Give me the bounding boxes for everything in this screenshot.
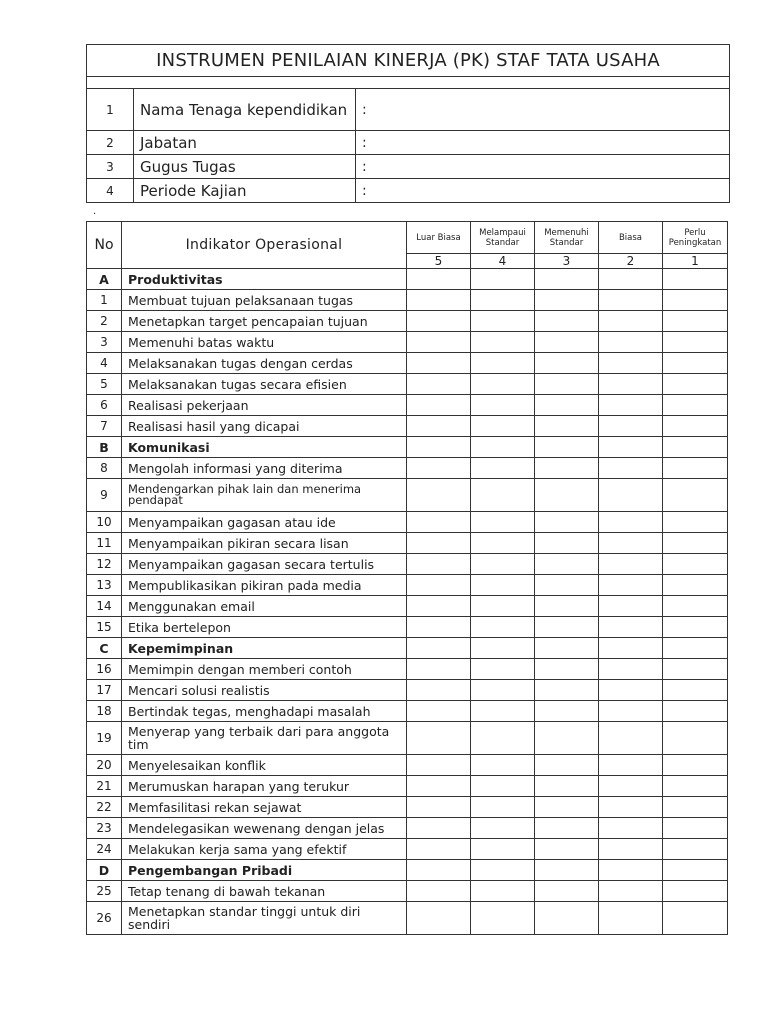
section-title: Produktivitas (122, 269, 407, 290)
row-number: 14 (87, 596, 122, 617)
rating-cell-2[interactable] (599, 902, 663, 935)
rating-cell-2[interactable] (599, 659, 663, 680)
indicator-row (87, 680, 728, 701)
rating-cell-4[interactable] (471, 332, 535, 353)
rating-cell-4[interactable] (471, 290, 535, 311)
indicator-text: Melaksanakan tugas dengan cerdas (122, 353, 407, 374)
row-number: 11 (87, 533, 122, 554)
rating-cell-2[interactable] (599, 332, 663, 353)
rating-cell-1[interactable] (663, 596, 728, 617)
rating-cell-1[interactable] (663, 554, 728, 575)
identity-value-field[interactable]: : (356, 155, 730, 179)
rating-cell-1[interactable] (663, 479, 728, 512)
rating-cell-3[interactable] (535, 554, 599, 575)
indicator-row (87, 659, 728, 680)
identity-table (86, 44, 730, 203)
rating-cell-2[interactable] (599, 881, 663, 902)
indicator-text: Mendengarkan pihak lain dan menerima pendapat (122, 479, 407, 512)
rating-cell-1[interactable] (663, 902, 728, 935)
indicator-row (87, 332, 728, 353)
score-3: 3 (535, 254, 599, 269)
indicator-text: Menetapkan standar tinggi untuk diri sendiri (122, 902, 407, 935)
rating-cell-4[interactable] (471, 416, 535, 437)
rating-cell-5[interactable] (407, 596, 471, 617)
rating-cell-3[interactable] (535, 680, 599, 701)
section-title: Pengembangan Pribadi (122, 860, 407, 881)
rating-cell-4[interactable] (471, 533, 535, 554)
rating-cell-3[interactable] (535, 596, 599, 617)
rating-cell-2[interactable] (599, 374, 663, 395)
rating-cell-5[interactable] (407, 839, 471, 860)
rating-cell-2[interactable] (599, 554, 663, 575)
rating-cell-2[interactable] (599, 395, 663, 416)
indicator-row (87, 701, 728, 722)
rating-cell-3 (535, 269, 599, 290)
indicator-row (87, 839, 728, 860)
rating-cell-5[interactable] (407, 902, 471, 935)
header-indicator: Indikator Operasional (122, 222, 407, 269)
row-number: 3 (87, 332, 122, 353)
rating-cell-4[interactable] (471, 395, 535, 416)
rating-cell-4[interactable] (471, 722, 535, 755)
row-number: 23 (87, 818, 122, 839)
rating-cell-3[interactable] (535, 776, 599, 797)
rating-cell-5[interactable] (407, 575, 471, 596)
rating-cell-1[interactable] (663, 353, 728, 374)
rating-cell-4[interactable] (471, 353, 535, 374)
rating-cell-5[interactable] (407, 353, 471, 374)
indicator-text: Mencari solusi realistis (122, 680, 407, 701)
row-number: 8 (87, 458, 122, 479)
rating-cell-3[interactable] (535, 902, 599, 935)
rating-cell-3[interactable] (535, 839, 599, 860)
rating-cell-2[interactable] (599, 680, 663, 701)
indicator-row (87, 722, 728, 755)
rating-cell-3[interactable] (535, 311, 599, 332)
row-number: 12 (87, 554, 122, 575)
rating-cell-5[interactable] (407, 722, 471, 755)
rating-cell-4[interactable] (471, 554, 535, 575)
rating-cell-5[interactable] (407, 797, 471, 818)
section-row (87, 437, 728, 458)
rating-cell-1[interactable] (663, 416, 728, 437)
row-number: 6 (87, 395, 122, 416)
rating-cell-5[interactable] (407, 374, 471, 395)
rating-cell-2[interactable] (599, 755, 663, 776)
section-title: Komunikasi (122, 437, 407, 458)
indicator-text: Tetap tenang di bawah tekanan (122, 881, 407, 902)
indicator-text: Menyampaikan pikiran secara lisan (122, 533, 407, 554)
rating-cell-2[interactable] (599, 839, 663, 860)
identity-label: Periode Kajian (134, 179, 356, 203)
rating-cell-3[interactable] (535, 659, 599, 680)
indicator-row (87, 512, 728, 533)
row-number: 13 (87, 575, 122, 596)
identity-label: Jabatan (134, 131, 356, 155)
rating-cell-1[interactable] (663, 818, 728, 839)
indicator-row (87, 374, 728, 395)
indicator-row (87, 395, 728, 416)
rating-cell-4 (471, 269, 535, 290)
identity-row (87, 131, 730, 155)
rating-cell-1[interactable] (663, 839, 728, 860)
rating-cell-2[interactable] (599, 722, 663, 755)
rating-cell-1[interactable] (663, 533, 728, 554)
rating-cell-4[interactable] (471, 902, 535, 935)
indicator-text: Memenuhi batas waktu (122, 332, 407, 353)
rating-cell-4[interactable] (471, 596, 535, 617)
rating-cell-5[interactable] (407, 680, 471, 701)
row-number: 24 (87, 839, 122, 860)
row-number: 7 (87, 416, 122, 437)
row-number: C (87, 638, 122, 659)
rating-cell-5[interactable] (407, 311, 471, 332)
row-number: 18 (87, 701, 122, 722)
rating-cell-2[interactable] (599, 701, 663, 722)
row-number: 1 (87, 290, 122, 311)
rating-cell-4[interactable] (471, 797, 535, 818)
rating-cell-5[interactable] (407, 818, 471, 839)
indicator-row (87, 458, 728, 479)
row-number: 19 (87, 722, 122, 755)
score-4: 4 (471, 254, 535, 269)
rating-cell-2[interactable] (599, 617, 663, 638)
row-number: D (87, 860, 122, 881)
rating-cell-4 (471, 860, 535, 881)
indicator-text: Mendelegasikan wewenang dengan jelas (122, 818, 407, 839)
rating-cell-5[interactable] (407, 617, 471, 638)
rating-cell-1[interactable] (663, 881, 728, 902)
rating-cell-3[interactable] (535, 797, 599, 818)
rating-cell-2 (599, 860, 663, 881)
header-rating-luar-biasa: Luar Biasa (407, 222, 471, 254)
rating-cell-2 (599, 638, 663, 659)
indicator-row (87, 353, 728, 374)
rating-cell-3 (535, 638, 599, 659)
rating-cell-5[interactable] (407, 512, 471, 533)
rating-cell-1[interactable] (663, 776, 728, 797)
indicator-text: Realisasi pekerjaan (122, 395, 407, 416)
rating-cell-3 (535, 437, 599, 458)
indicator-row (87, 290, 728, 311)
rating-cell-3[interactable] (535, 533, 599, 554)
indicator-text: Membuat tujuan pelaksanaan tugas (122, 290, 407, 311)
indicator-text: Menyerap yang terbaik dari para anggota tim (122, 722, 407, 755)
rating-cell-3[interactable] (535, 512, 599, 533)
rating-cell-1 (663, 437, 728, 458)
rating-cell-4[interactable] (471, 512, 535, 533)
rating-cell-5 (407, 860, 471, 881)
header-no: No (87, 222, 122, 269)
rating-cell-1[interactable] (663, 575, 728, 596)
rating-cell-3[interactable] (535, 755, 599, 776)
identity-label: Gugus Tugas (134, 155, 356, 179)
indicator-text: Memimpin dengan memberi contoh (122, 659, 407, 680)
document-title: INSTRUMEN PENILAIAN KINERJA (PK) STAF TATA USAHA (87, 45, 730, 77)
header-rating-memenuhi-standar: Memenuhi Standar (535, 222, 599, 254)
rating-cell-2 (599, 269, 663, 290)
indicator-text: Menyampaikan gagasan atau ide (122, 512, 407, 533)
rating-cell-3[interactable] (535, 395, 599, 416)
header-rating-perlu-peningkatan: Perlu Peningkatan (663, 222, 728, 254)
indicator-text: Menyampaikan gagasan secara tertulis (122, 554, 407, 575)
rating-cell-1 (663, 860, 728, 881)
rating-cell-1[interactable] (663, 722, 728, 755)
indicator-text: Bertindak tegas, menghadapi masalah (122, 701, 407, 722)
rating-cell-4[interactable] (471, 659, 535, 680)
rating-cell-2[interactable] (599, 818, 663, 839)
row-number: 26 (87, 902, 122, 935)
indicator-row (87, 416, 728, 437)
rating-cell-5[interactable] (407, 332, 471, 353)
rating-cell-5[interactable] (407, 701, 471, 722)
rating-cell-3[interactable] (535, 290, 599, 311)
indicator-row (87, 881, 728, 902)
row-number: 25 (87, 881, 122, 902)
indicator-row (87, 617, 728, 638)
rating-cell-5[interactable] (407, 479, 471, 512)
section-row (87, 638, 728, 659)
indicator-text: Melakukan kerja sama yang efektif (122, 839, 407, 860)
indicator-text: Mengolah informasi yang diterima (122, 458, 407, 479)
row-number: 16 (87, 659, 122, 680)
rating-cell-4 (471, 638, 535, 659)
rating-cell-1[interactable] (663, 701, 728, 722)
indicator-row (87, 479, 728, 512)
rating-cell-5[interactable] (407, 533, 471, 554)
row-number: 21 (87, 776, 122, 797)
identity-number: 1 (87, 89, 134, 131)
rating-cell-1[interactable] (663, 617, 728, 638)
identity-row (87, 179, 730, 203)
section-title: Kepemimpinan (122, 638, 407, 659)
rating-cell-3[interactable] (535, 701, 599, 722)
indicator-row (87, 797, 728, 818)
rating-cell-4[interactable] (471, 701, 535, 722)
indicator-text: Merumuskan harapan yang terukur (122, 776, 407, 797)
indicator-row (87, 755, 728, 776)
rating-cell-2[interactable] (599, 575, 663, 596)
row-number: 15 (87, 617, 122, 638)
rating-cell-1[interactable] (663, 395, 728, 416)
rating-cell-5 (407, 437, 471, 458)
rating-cell-1[interactable] (663, 458, 728, 479)
rating-cell-1 (663, 269, 728, 290)
identity-label: Nama Tenaga kependidikan (134, 89, 356, 131)
indicator-text: Melaksanakan tugas secara efisien (122, 374, 407, 395)
assessment-table (86, 221, 728, 935)
rating-cell-3[interactable] (535, 881, 599, 902)
rating-cell-4[interactable] (471, 839, 535, 860)
rating-cell-5 (407, 269, 471, 290)
identity-number: 3 (87, 155, 134, 179)
indicator-row (87, 575, 728, 596)
rating-cell-3[interactable] (535, 722, 599, 755)
rating-cell-5[interactable] (407, 395, 471, 416)
indicator-text: Realisasi hasil yang dicapai (122, 416, 407, 437)
rating-cell-4[interactable] (471, 479, 535, 512)
indicator-text: Menggunakan email (122, 596, 407, 617)
rating-cell-1[interactable] (663, 512, 728, 533)
dot-mark: . (93, 206, 97, 217)
rating-cell-4[interactable] (471, 458, 535, 479)
rating-cell-4[interactable] (471, 374, 535, 395)
rating-cell-3[interactable] (535, 332, 599, 353)
identity-value-field[interactable]: : (356, 179, 730, 203)
rating-cell-4[interactable] (471, 575, 535, 596)
identity-value-field[interactable]: : (356, 131, 730, 155)
rating-cell-4[interactable] (471, 755, 535, 776)
indicator-row (87, 818, 728, 839)
indicator-row (87, 533, 728, 554)
rating-cell-3[interactable] (535, 416, 599, 437)
row-number: 2 (87, 311, 122, 332)
indicator-text: Mempublikasikan pikiran pada media (122, 575, 407, 596)
rating-cell-2[interactable] (599, 512, 663, 533)
indicator-row (87, 902, 728, 935)
rating-cell-4[interactable] (471, 311, 535, 332)
rating-cell-3 (535, 860, 599, 881)
row-number: 9 (87, 479, 122, 512)
rating-cell-5[interactable] (407, 290, 471, 311)
rating-cell-1[interactable] (663, 311, 728, 332)
score-5: 5 (407, 254, 471, 269)
rating-cell-3[interactable] (535, 458, 599, 479)
header-rating-melampaui-standar: Melampaui Standar (471, 222, 535, 254)
rating-cell-2[interactable] (599, 311, 663, 332)
header-rating-biasa: Biasa (599, 222, 663, 254)
rating-cell-4[interactable] (471, 680, 535, 701)
row-number: 5 (87, 374, 122, 395)
rating-cell-2[interactable] (599, 353, 663, 374)
rating-cell-5 (407, 638, 471, 659)
indicator-row (87, 311, 728, 332)
indicator-row (87, 776, 728, 797)
rating-cell-1[interactable] (663, 332, 728, 353)
rating-cell-4[interactable] (471, 776, 535, 797)
row-number: 20 (87, 755, 122, 776)
rating-cell-5[interactable] (407, 881, 471, 902)
row-number: A (87, 269, 122, 290)
identity-value-field[interactable]: : (356, 89, 730, 131)
rating-cell-2[interactable] (599, 416, 663, 437)
identity-number: 4 (87, 179, 134, 203)
rating-cell-3[interactable] (535, 575, 599, 596)
rating-cell-5[interactable] (407, 755, 471, 776)
section-row (87, 269, 728, 290)
score-1: 1 (663, 254, 728, 269)
rating-cell-1[interactable] (663, 659, 728, 680)
identity-row (87, 155, 730, 179)
row-number: B (87, 437, 122, 458)
identity-row (87, 89, 730, 131)
rating-cell-1[interactable] (663, 755, 728, 776)
rating-cell-3[interactable] (535, 617, 599, 638)
indicator-row (87, 596, 728, 617)
section-row (87, 860, 728, 881)
indicator-text: Etika bertelepon (122, 617, 407, 638)
rating-cell-3[interactable] (535, 818, 599, 839)
rating-cell-5[interactable] (407, 458, 471, 479)
rating-cell-5[interactable] (407, 776, 471, 797)
row-number: 22 (87, 797, 122, 818)
score-2: 2 (599, 254, 663, 269)
rating-cell-2[interactable] (599, 797, 663, 818)
rating-cell-5[interactable] (407, 554, 471, 575)
row-number: 4 (87, 353, 122, 374)
rating-cell-3[interactable] (535, 353, 599, 374)
rating-cell-2[interactable] (599, 596, 663, 617)
rating-cell-4[interactable] (471, 818, 535, 839)
rating-cell-5[interactable] (407, 659, 471, 680)
rating-cell-1[interactable] (663, 290, 728, 311)
indicator-text: Memfasilitasi rekan sejawat (122, 797, 407, 818)
rating-cell-1[interactable] (663, 680, 728, 701)
spacer-row (87, 77, 730, 89)
rating-cell-2[interactable] (599, 776, 663, 797)
rating-cell-5[interactable] (407, 416, 471, 437)
identity-number: 2 (87, 131, 134, 155)
row-number: 10 (87, 512, 122, 533)
rating-cell-3[interactable] (535, 374, 599, 395)
rating-cell-4 (471, 437, 535, 458)
rating-cell-4[interactable] (471, 617, 535, 638)
rating-cell-2[interactable] (599, 533, 663, 554)
indicator-text: Menetapkan target pencapaian tujuan (122, 311, 407, 332)
rating-cell-2[interactable] (599, 479, 663, 512)
row-number: 17 (87, 680, 122, 701)
rating-cell-1[interactable] (663, 374, 728, 395)
rating-cell-1[interactable] (663, 797, 728, 818)
rating-cell-2 (599, 437, 663, 458)
rating-cell-1 (663, 638, 728, 659)
indicator-text: Menyelesaikan konflik (122, 755, 407, 776)
rating-cell-4[interactable] (471, 881, 535, 902)
rating-cell-2[interactable] (599, 458, 663, 479)
rating-cell-2[interactable] (599, 290, 663, 311)
indicator-row (87, 554, 728, 575)
rating-cell-3[interactable] (535, 479, 599, 512)
